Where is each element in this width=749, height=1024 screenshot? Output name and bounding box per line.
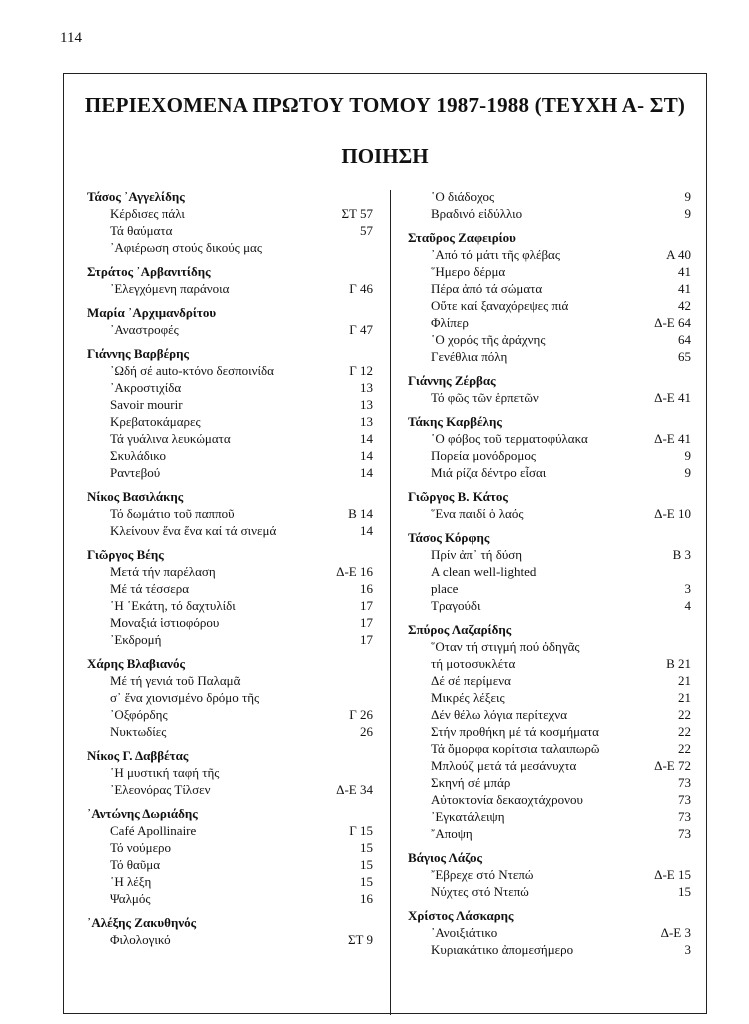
poem-entry: [87, 781, 373, 798]
issue-page-ref: Δ-Ε 10: [654, 506, 691, 521]
issue-page-ref: [333, 689, 373, 706]
poem-title: Πορεία μονόδρομος: [431, 448, 536, 463]
author-name: Στράτος ᾿Αρβανιτίδης: [87, 264, 211, 279]
poem-entry: [408, 314, 691, 331]
author-entry: [408, 488, 691, 522]
issue-page-ref: 14: [360, 465, 373, 480]
poem-entry: [408, 280, 691, 297]
poem-title: Πέρα ἀπό τά σώματα: [431, 281, 543, 296]
poem-entry: [87, 222, 373, 239]
issue-page-ref: Γ 26: [349, 707, 373, 722]
poem-title: ῾Η μυστική ταφή τῆς: [110, 765, 220, 780]
author-entry: [408, 372, 691, 406]
author-name: Γιῶργος Β. Κάτος: [408, 489, 508, 504]
author-name: Τάκης Καρβέλης: [408, 414, 502, 429]
poem-entry: [408, 389, 691, 406]
issue-page-ref: Δ-Ε 15: [654, 867, 691, 882]
poem-entry: [87, 280, 373, 297]
author-entry: [408, 229, 691, 365]
poem-entry: [87, 413, 373, 430]
poem-title: ᾿Οξφόρδης: [110, 707, 168, 722]
poem-entry: [87, 631, 373, 648]
poem-entry: [408, 689, 691, 706]
column-divider: [390, 190, 391, 1015]
poem-title: Δέ σέ περίμενα: [431, 673, 511, 688]
poem-title: Τό θαῦμα: [110, 857, 161, 872]
poem-entry: [87, 447, 373, 464]
issue-page-ref: 13: [360, 397, 373, 412]
poem-title: Μιά ρίζα δέντρο εἶσαι: [431, 465, 547, 480]
issue-page-ref: 73: [678, 775, 691, 790]
issue-page-ref: 16: [360, 581, 373, 596]
section-title: ΠΟΙΗΣΗ: [341, 144, 429, 168]
poem-title: Κέρδισες πάλι: [110, 206, 185, 221]
author-entry: [408, 529, 691, 614]
poem-title: Φλίπερ: [431, 315, 469, 330]
poem-entry: [87, 505, 373, 522]
poem-title: Τό δωμάτιο τοῦ παπποῦ: [110, 506, 235, 521]
poem-entry: [408, 866, 691, 883]
contents-frame: [63, 73, 707, 1014]
author-name: Βάγιος Λάζος: [408, 850, 483, 865]
issue-page-ref: Δ-Ε 72: [654, 758, 691, 773]
author-name: Γιάννης Ζέρβας: [408, 373, 496, 388]
poem-entry: [408, 941, 691, 958]
poem-entry: [408, 246, 691, 263]
issue-page-ref: Β 3: [672, 547, 691, 562]
issue-page-ref: [333, 672, 373, 689]
issue-page-ref: 42: [678, 298, 691, 313]
author-name: Τάσος ᾿Αγγελίδης: [87, 189, 185, 204]
author-entry: [87, 655, 373, 740]
poem-entry: [408, 430, 691, 447]
poem-entry: [408, 563, 691, 580]
issue-page-ref: 17: [360, 598, 373, 613]
poem-entry: [87, 522, 373, 539]
issue-page-ref: Β 14: [348, 506, 373, 521]
author-entry: [408, 849, 691, 900]
poem-entry: [408, 580, 691, 597]
author-entry: [87, 914, 373, 948]
issue-page-ref: 13: [360, 380, 373, 395]
poem-title: Τό φῶς τῶν ἑρπετῶν: [431, 390, 539, 405]
poem-entry: [87, 723, 373, 740]
issue-page-ref: 15: [360, 857, 373, 872]
poem-title: Savoir mourir: [110, 397, 183, 412]
issue-page-ref: [333, 239, 373, 256]
poem-title: Σκυλάδικο: [110, 448, 167, 463]
issue-page-ref: Γ 12: [349, 363, 373, 378]
issue-page-ref: Α 40: [666, 247, 691, 262]
poem-title: ῞Ενα παιδί ὁ λαός: [431, 506, 524, 521]
author-name: Χάρης Βλαβιανός: [87, 656, 185, 671]
issue-page-ref: [651, 638, 691, 655]
poem-title: ῾Ο χορός τῆς ἀράχνης: [431, 332, 546, 347]
author-name: Τάσος Κόρφης: [408, 530, 490, 545]
poem-title: ᾿Εκδρομή: [110, 632, 162, 647]
issue-page-ref: 22: [678, 707, 691, 722]
issue-page-ref: 22: [678, 741, 691, 756]
poem-title: ᾿Ελεγχόμενη παράνοια: [110, 281, 230, 296]
poem-entry: [408, 706, 691, 723]
poem-title: ᾿Ακροστιχίδα: [110, 380, 182, 395]
poem-title: ῾Ο φόβος τοῦ τερματοφύλακα: [431, 431, 588, 446]
poem-entry: [408, 655, 691, 672]
poem-entry: [87, 614, 373, 631]
poem-entry: [87, 396, 373, 413]
poem-title: Κυριακάτικο ἀπομεσήμερο: [431, 942, 574, 957]
poem-title: Σκηνή σέ μπάρ: [431, 775, 511, 790]
issue-page-ref: ΣΤ 9: [347, 932, 373, 947]
poem-entry: [408, 464, 691, 481]
poem-title: Τά ὄμορφα κορίτσια ταλαιπωρῶ: [431, 741, 600, 756]
author-name: Σταῦρος Ζαφειρίου: [408, 230, 516, 245]
issue-page-ref: Δ-Ε 41: [654, 431, 691, 446]
poem-title: ῾Ο διάδοχος: [431, 189, 495, 204]
issue-page-ref: Β 21: [666, 656, 691, 671]
issue-page-ref: Δ-Ε 64: [654, 315, 691, 330]
poem-entry: [408, 723, 691, 740]
poem-title: Μετά τήν παρέλαση: [110, 564, 216, 579]
poem-entry: [408, 597, 691, 614]
poem-entry: [87, 931, 373, 948]
poem-entry: [408, 447, 691, 464]
poem-title: Αὐτοκτονία δεκαοχτάχρονου: [431, 792, 583, 807]
issue-page-ref: 13: [360, 414, 373, 429]
poem-entry: [87, 839, 373, 856]
issue-page-ref: 14: [360, 431, 373, 446]
issue-page-ref: Δ-Ε 16: [336, 564, 373, 579]
poem-title: Μέ τή γενιά τοῦ Παλαμᾶ: [110, 673, 241, 688]
poem-title: ᾿Ωδή σέ auto-κτόνο δεσποινίδα: [110, 363, 274, 378]
issue-page-ref: 9: [684, 189, 691, 204]
issue-page-ref: 14: [360, 523, 373, 538]
poem-entry: [87, 706, 373, 723]
poem-entry: [87, 580, 373, 597]
issue-page-ref: 15: [360, 840, 373, 855]
author-entry: [87, 805, 373, 907]
poem-entry: [408, 757, 691, 774]
page-title: ΠΕΡΙΕΧΟΜΕΝΑ ΠΡΩΤΟΥ ΤΟΜΟΥ 1987-1988 (ΤΕΥΧΗ Α- ΣΤ): [84, 93, 686, 117]
poem-entry: [408, 808, 691, 825]
author-entry: [87, 188, 373, 256]
poem-title: Γενέθλια πόλη: [431, 349, 508, 364]
poem-title: Νυκτωδίες: [110, 724, 167, 739]
poem-entry: [408, 188, 691, 205]
issue-page-ref: 3: [684, 581, 691, 596]
poem-title: Μοναξιά ἱστιοφόρου: [110, 615, 220, 630]
issue-page-ref: Γ 15: [349, 823, 373, 838]
author-entry: [408, 413, 691, 481]
issue-page-ref: 41: [678, 264, 691, 279]
poem-title: ᾿Αφιέρωση στούς δικούς μας: [110, 240, 262, 255]
issue-page-ref: Δ-Ε 34: [336, 782, 373, 797]
poem-title: ᾿Ανοιξιάτικο: [431, 925, 498, 940]
poem-title: ῎Εβρεχε στό Ντεπώ: [431, 867, 534, 882]
issue-page-ref: 73: [678, 826, 691, 841]
poem-title: Café Apollinaire: [110, 823, 197, 838]
poem-title: A clean well-lighted: [431, 564, 537, 579]
poem-title: Νύχτες στό Ντεπώ: [431, 884, 529, 899]
author-name: Γιάννης Βαρβέρης: [87, 346, 189, 361]
page-number: 114: [60, 30, 82, 46]
issue-page-ref: 73: [678, 792, 691, 807]
issue-page-ref: 64: [678, 332, 691, 347]
poem-entry: [408, 883, 691, 900]
issue-page-ref: Γ 47: [349, 322, 373, 337]
author-entry: [408, 621, 691, 842]
author-name: Χρίστος Λάσκαρης: [408, 908, 514, 923]
right-column: [408, 188, 691, 965]
author-entry: [87, 304, 373, 338]
poem-entry: [408, 740, 691, 757]
author-entry: [87, 747, 373, 798]
issue-page-ref: 22: [678, 724, 691, 739]
issue-page-ref: [651, 563, 691, 580]
poem-entry: [87, 764, 373, 781]
poem-title: τή μοτοσυκλέτα: [431, 656, 516, 671]
poem-title: Πρίν ἀπ᾿ τή δύση: [431, 547, 523, 562]
poem-entry: [87, 822, 373, 839]
poem-title: Μέ τά τέσσερα: [110, 581, 190, 596]
author-entry: [87, 263, 373, 297]
issue-page-ref: 65: [678, 349, 691, 364]
poem-title: Κρεβατοκάμαρες: [110, 414, 201, 429]
poem-title: Ραντεβού: [110, 465, 161, 480]
issue-page-ref: 57: [360, 223, 373, 238]
poem-entry: [408, 505, 691, 522]
author-name: Νίκος Βασιλάκης: [87, 489, 184, 504]
issue-page-ref: 21: [678, 673, 691, 688]
author-name: Γιῶργος Βέης: [87, 547, 164, 562]
issue-page-ref: 16: [360, 891, 373, 906]
poem-title: Μπλούζ μετά τά μεσάνυχτα: [431, 758, 577, 773]
poem-entry: [87, 890, 373, 907]
author-name: ᾿Αλέξης Ζακυθηνός: [87, 915, 197, 930]
poem-title: Κλείνουν ἕνα ἕνα καί τά σινεμά: [110, 523, 277, 538]
poem-entry: [408, 297, 691, 314]
poem-title: Ψαλμός: [110, 891, 151, 906]
poem-entry: [408, 791, 691, 808]
author-entry: [87, 546, 373, 648]
poem-title: ᾿Από τό μάτι τῆς φλέβας: [431, 247, 561, 262]
poem-title: Φιλολογικό: [110, 932, 171, 947]
poem-title: Τά γυάλινα λευκώματα: [110, 431, 231, 446]
issue-page-ref: 41: [678, 281, 691, 296]
author-name: Νίκος Γ. Δαββέτας: [87, 748, 189, 763]
poem-entry: [87, 362, 373, 379]
poem-title: Δέν θέλω λόγια περίτεχνα: [431, 707, 567, 722]
issue-page-ref: 3: [684, 942, 691, 957]
poem-title: Τό νούμερο: [110, 840, 172, 855]
poem-title: Μικρές λέξεις: [431, 690, 505, 705]
issue-page-ref: 21: [678, 690, 691, 705]
poem-entry: [87, 321, 373, 338]
issue-page-ref: 14: [360, 448, 373, 463]
issue-page-ref: Γ 46: [349, 281, 373, 296]
poem-entry: [87, 672, 373, 689]
author-entry: [87, 488, 373, 539]
issue-page-ref: 4: [684, 598, 691, 613]
poem-title: Οὔτε καί ξαναχόρεψες πιά: [431, 298, 569, 313]
poem-entry: [408, 774, 691, 791]
poem-title: ῞Ημερο δέρμα: [431, 264, 506, 279]
poem-entry: [87, 239, 373, 256]
poem-entry: [408, 672, 691, 689]
poem-entry: [408, 331, 691, 348]
issue-page-ref: 9: [684, 448, 691, 463]
poem-entry: [408, 638, 691, 655]
issue-page-ref: Δ-Ε 41: [654, 390, 691, 405]
poem-entry: [408, 924, 691, 941]
poem-title: ῎Αποψη: [431, 826, 473, 841]
poem-entry: [87, 205, 373, 222]
author-name: ᾿Αντώνης Δωριάδης: [87, 806, 198, 821]
poem-title: Στήν προθήκη μέ τά κοσμήματα: [431, 724, 599, 739]
author-entry: [87, 345, 373, 481]
poem-title: ᾿Εγκατάλειψη: [431, 809, 505, 824]
poem-title: Βραδινό εἰδύλλιο: [431, 206, 523, 221]
poem-entry: [408, 825, 691, 842]
issue-page-ref: 15: [678, 884, 691, 899]
issue-page-ref: 26: [360, 724, 373, 739]
poem-title: ᾿Ελεονόρας Τίλσεν: [110, 782, 211, 797]
issue-page-ref: 9: [684, 206, 691, 221]
issue-page-ref: ΣΤ 57: [341, 206, 373, 221]
issue-page-ref: 15: [360, 874, 373, 889]
poem-entry: [408, 205, 691, 222]
poem-entry: [87, 464, 373, 481]
poem-entry: [87, 873, 373, 890]
issue-page-ref: [333, 764, 373, 781]
poem-title: Τά θαύματα: [110, 223, 173, 238]
issue-page-ref: Δ-Ε 3: [660, 925, 691, 940]
issue-page-ref: 17: [360, 615, 373, 630]
issue-page-ref: 73: [678, 809, 691, 824]
poem-entry: [87, 856, 373, 873]
poem-entry: [87, 379, 373, 396]
poem-entry: [87, 689, 373, 706]
issue-page-ref: 9: [684, 465, 691, 480]
author-entry: [408, 907, 691, 958]
poem-entry: [87, 563, 373, 580]
author-entry: [408, 188, 691, 222]
poem-title: ᾿Αναστροφές: [110, 322, 179, 337]
poem-title: ῾Η ῾Εκάτη, τό δαχτυλίδι: [110, 598, 236, 613]
poem-entry: [87, 597, 373, 614]
poem-entry: [408, 263, 691, 280]
poem-title: Τραγούδι: [431, 598, 481, 613]
issue-page-ref: 17: [360, 632, 373, 647]
poem-title: ῞Οταν τή στιγμή πού ὀδηγᾶς: [431, 639, 580, 654]
author-name: Σπύρος Λαζαρίδης: [408, 622, 512, 637]
poem-title: σ᾿ ἕνα χιονισμένο δρόμο τῆς: [110, 690, 260, 705]
poem-entry: [408, 348, 691, 365]
poem-entry: [87, 430, 373, 447]
poem-entry: [408, 546, 691, 563]
author-name: Μαρία ᾿Αρχιμανδρίτου: [87, 305, 217, 320]
poem-title: place: [431, 581, 459, 596]
poem-title: ῾Η λέξη: [110, 874, 152, 889]
left-column: [87, 188, 373, 955]
